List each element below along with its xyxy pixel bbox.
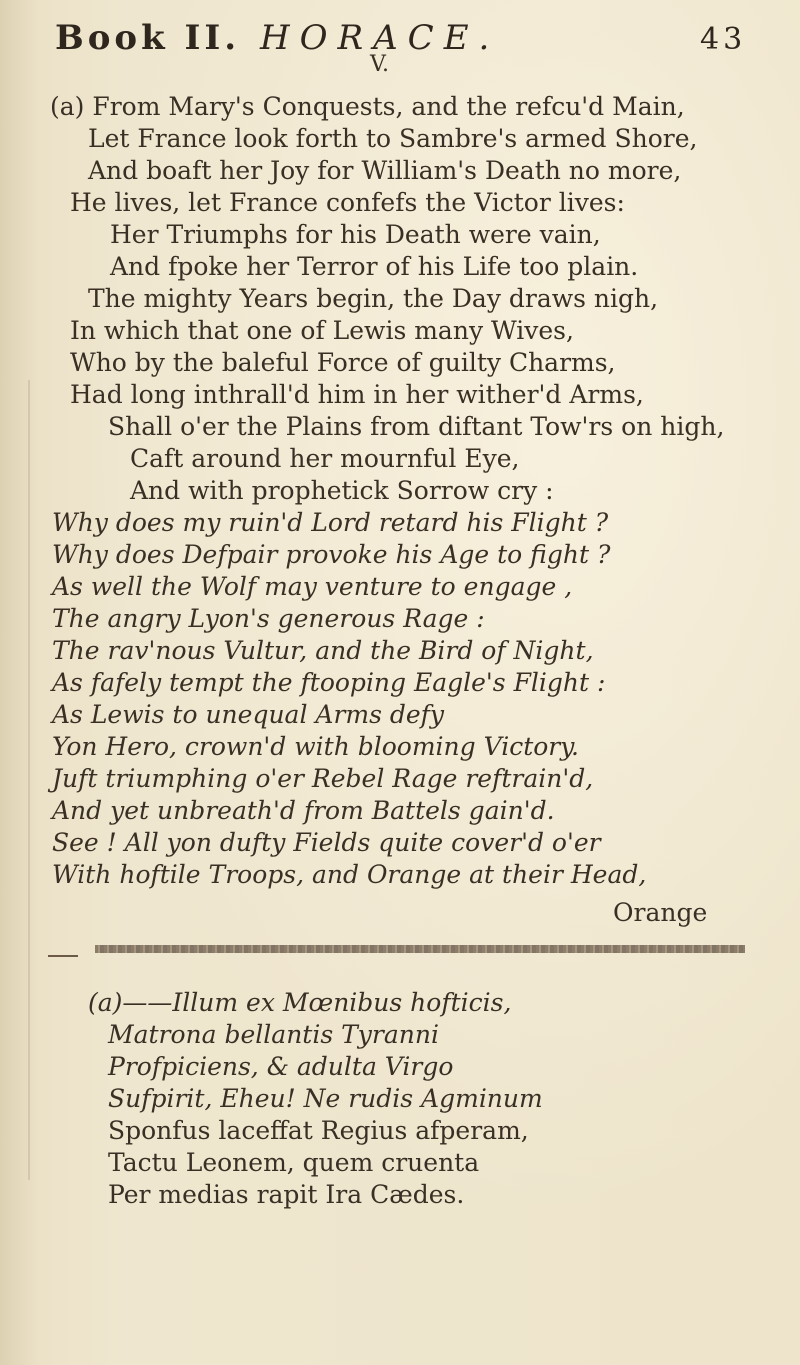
poem-line: Had long inthrall'd him in her wither'd Arms, bbox=[70, 380, 644, 409]
poem-line: And boaft her Joy for William's Death no more, bbox=[88, 156, 682, 185]
poem-line: Shall o'er the Plains from diftant Tow'rs on high, bbox=[108, 412, 725, 441]
poem-line: And fpoke her Terror of his Life too plain. bbox=[110, 252, 639, 281]
poem-line: Juft triumphing o'er Rebel Rage reftrain'd, bbox=[52, 764, 594, 793]
poem-line: Who by the baleful Force of guilty Charms, bbox=[70, 348, 616, 377]
footnote-line: Per medias rapit Ira Cædes. bbox=[108, 1180, 465, 1209]
footnote-line: Sufpirit, Eheu! Ne rudis Agminum bbox=[108, 1084, 543, 1113]
running-title: HORACE. bbox=[260, 18, 500, 58]
running-header bbox=[0, 10, 800, 70]
poem-line: Caft around her mournful Eye, bbox=[130, 444, 520, 473]
poem-line: (a) From Mary's Conquests, and the refcu'd Main, bbox=[50, 92, 685, 121]
footnote-line: Sponfus laceffat Regius afperam, bbox=[108, 1116, 529, 1145]
poem-line: As Lewis to unequal Arms defy bbox=[52, 700, 445, 729]
page-number: 43 bbox=[700, 22, 747, 57]
poem-line: Her Triumphs for his Death were vain, bbox=[110, 220, 601, 249]
poem-line: Why does my ruin'd Lord retard his Flight ? bbox=[52, 508, 609, 537]
poem-line: As fafely tempt the ftooping Eagle's Flight : bbox=[52, 668, 606, 697]
poem-line: With hoftile Troops, and Orange at their Head, bbox=[52, 860, 647, 889]
short-rule-divider bbox=[48, 955, 78, 957]
poem-line: And yet unbreath'd from Battels gain'd. bbox=[52, 796, 555, 825]
catchword: Orange bbox=[613, 898, 708, 927]
poem-line: The mighty Years begin, the Day draws nigh, bbox=[88, 284, 659, 313]
poem-line: See ! All yon dufty Fields quite cover'd o'er bbox=[52, 828, 601, 857]
ornamental-rule-divider bbox=[95, 945, 745, 953]
poem-line: As well the Wolf may venture to engage , bbox=[52, 572, 573, 601]
poem-line: He lives, let France confefs the Victor lives: bbox=[70, 188, 625, 217]
poem-line: In which that one of Lewis many Wives, bbox=[70, 316, 574, 345]
poem-line: Why does Defpair provoke his Age to fight ? bbox=[52, 540, 611, 569]
poem-line: Yon Hero, crown'd with blooming Victory. bbox=[52, 732, 580, 761]
footnote-line: Matrona bellantis Tyranni bbox=[108, 1020, 439, 1049]
poem-line: The angry Lyon's generous Rage : bbox=[52, 604, 485, 633]
poem-line: And with prophetick Sorrow cry : bbox=[130, 476, 554, 505]
footnote-line: Profpiciens, & adulta Virgo bbox=[108, 1052, 454, 1081]
poem-line: The rav'nous Vultur, and the Bird of Night, bbox=[52, 636, 594, 665]
section-number: V. bbox=[370, 52, 390, 77]
footnote-line: Tactu Leonem, quem cruenta bbox=[108, 1148, 480, 1177]
poem-line: Let France look forth to Sambre's armed Shore, bbox=[88, 124, 698, 153]
page-gutter-shadow bbox=[28, 380, 30, 1180]
book-label: Book II. bbox=[55, 18, 241, 58]
footnote-line: (a)——Illum ex Mœnibus hofticis, bbox=[88, 988, 512, 1017]
